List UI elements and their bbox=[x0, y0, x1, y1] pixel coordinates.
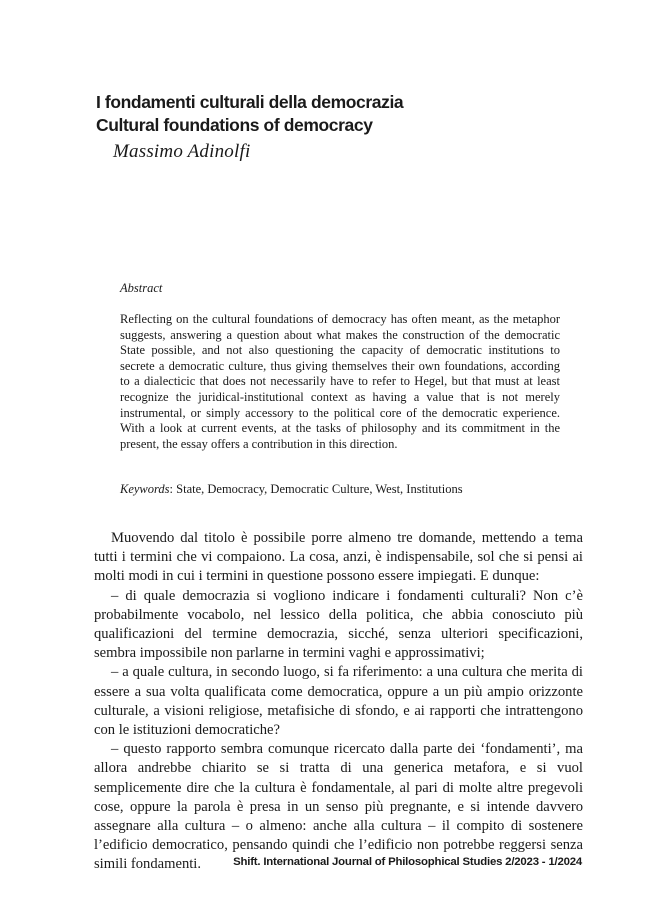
body-text bbox=[94, 529, 583, 875]
article-title-italian: I fondamenti culturali della democrazia bbox=[96, 92, 404, 112]
abstract-heading: Abstract bbox=[120, 281, 163, 295]
body-paragraph: – questo rapporto sembra comunque ricercato dalla parte dei ‘fondamenti’, ma allora andrebbe chiarito se si tratta di una generica metafora, e si vuol semplicemente dire che la cultura è fondamentale, al pari di molte altre pregevoli cose, oppure la parola è presa in un senso più pregnante, e si intende davvero assegnare alla cultura – o almeno: anche alla cultura – il compito di sostenere l’edificio democratico, pensando quindi che l’edificio non potrebbe reggersi senza simili fondamenti. bbox=[94, 741, 583, 873]
body-paragraph: – a quale cultura, in secondo luogo, si fa riferimento: a una cultura che merita di essere a sua volta qualificata come democratica, oppure a un più ampio orizzonte culturale, a visioni religiose, metafisiche di sfondo, e ai rapporti che intrattengono con le istituzioni democratiche? bbox=[94, 664, 583, 739]
body-paragraph: Muovendo dal titolo è possibile porre almeno tre domande, mettendo a tema tutti i termini che vi compaiono. La cosa, anzi, è indispensabile, sol che si pensi ai molti modi in cui i termini in questione possono essere impiegati. E dunque: bbox=[94, 530, 583, 585]
article-title bbox=[96, 91, 403, 137]
article-title-english: Cultural foundations of democracy bbox=[96, 115, 373, 135]
keywords-list: : State, Democracy, Democratic Culture, West, Institutions bbox=[169, 482, 463, 496]
abstract-text: Reflecting on the cultural foundations of democracy has often meant, as the metaphor suggests, answering a question about what makes the construction of the democratic State possible, and not also questioning the capacity of democratic institutions to secrete a democratic culture, thus giving themselves their own foundations, according to a dialecticic that does not necessarily have to refer to Hegel, but that must at least recognize the juridical-institutional context as having a value that is not merely instrumental, or simply accessory to the political core of the democratic experience. With a look at current events, at the tasks of philosophy and its commitment in the present, the essay offers a contribution in this direction. bbox=[120, 312, 560, 451]
journal-footer: Shift. International Journal of Philosophical Studies 2/2023 - 1/2024 bbox=[233, 856, 582, 868]
keywords-label: Keywords bbox=[120, 482, 170, 496]
body-paragraph: – di quale democrazia si vogliono indicare i fondamenti culturali? Non c’è probabilmente vocabolo, nel lessico della politica, che abbia conosciuto più qualificazioni del termine democrazia, sicché, senza ulteriori specificazioni, sembra impossibile non parlarne in termini vaghi e approssimativi; bbox=[94, 587, 583, 662]
keywords-line bbox=[120, 482, 463, 497]
author-name: Massimo Adinolfi bbox=[113, 141, 251, 162]
